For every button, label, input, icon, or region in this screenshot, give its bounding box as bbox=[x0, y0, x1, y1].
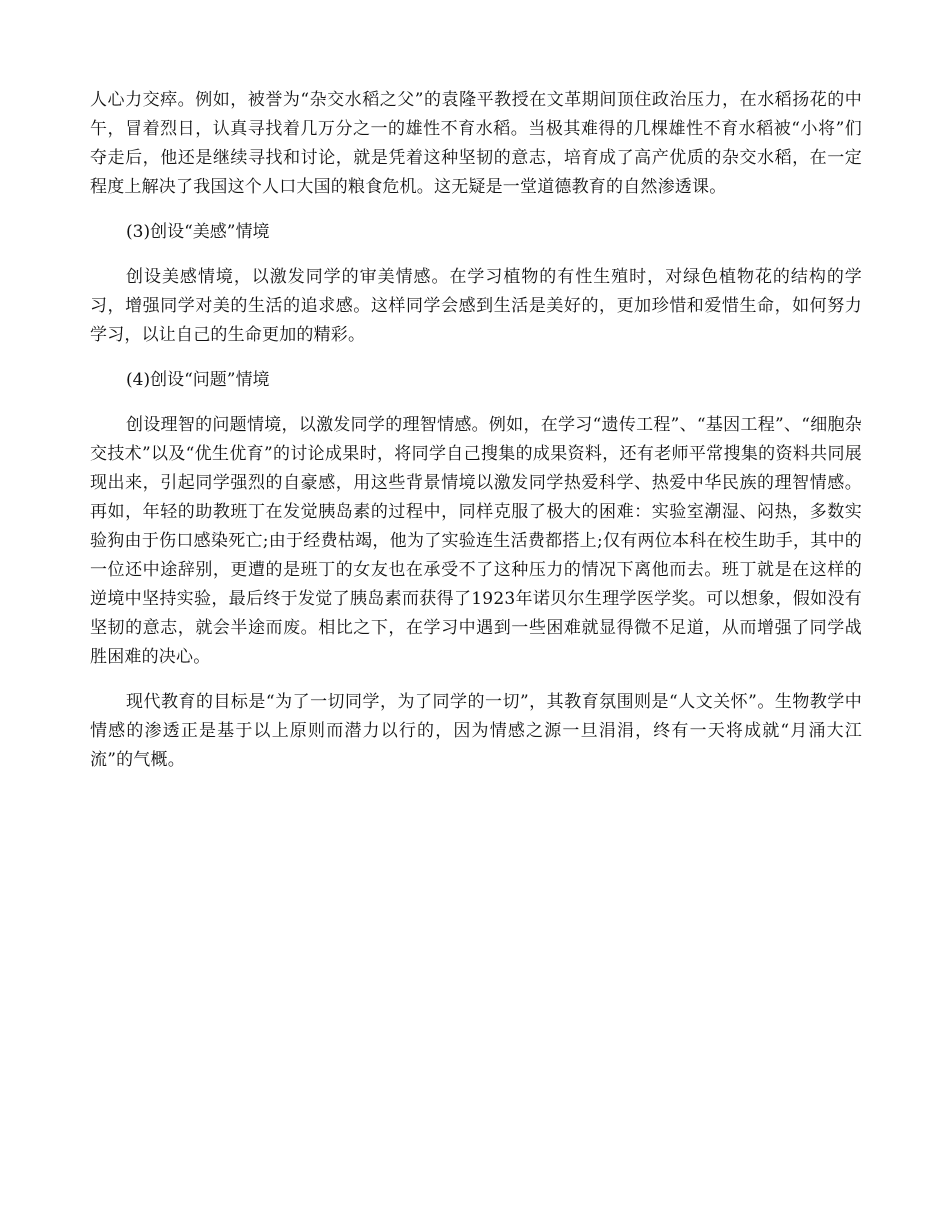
paragraph-yuan-longping: 人心力交瘁。例如，被誉为“杂交水稻之父”的袁隆平教授在文革期间顶住政治压力，在水稻扬花的中午，冒着烈日，认真寻找着几万分之一的雄性不育水稻。当极其难得的几棵雄性不育水稻被“小将”们夺走后，他还是继续寻找和讨论，就是凭着这种坚韧的意志，培育成了高产优质的杂交水稻，在一定程度上解决了我国这个人口大国的粮食危机。这无疑是一堂道德教育的自然渗透课。 bbox=[90, 90, 862, 197]
section-heading-problem: (4)创设“问题”情境 bbox=[126, 370, 270, 390]
paragraph-aesthetic-situation: 创设美感情境，以激发同学的审美情感。在学习植物的有性生殖时，对绿色植物花的结构的学习，增强同学对美的生活的追求感。这样同学会感到生活是美好的，更加珍惜和爱惜生命，如何努力学习，以让自己的生命更加的精彩。 bbox=[90, 267, 862, 345]
document-body bbox=[90, 86, 862, 775]
paragraph-problem-situation: 创设理智的问题情境，以激发同学的理智情感。例如，在学习“遗传工程”、“基因工程”、“细胞杂交技术”以及“优生优育”的讨论成果时，将同学自己搜集的成果资料，还有老师平常搜集的资料共同展现出来，引起同学强烈的自豪感，用这些背景情境以激发同学热爱科学、热爱中华民族的理智情感。再如，年轻的助教班丁在发觉胰岛素的过程中，同样克服了极大的困难：实验室潮湿、闷热，多数实验狗由于伤口感染死亡;由于经费枯竭，他为了实验连生活费都搭上;仅有两位本科在校生助手，其中的一位还中途辞别，更遭的是班丁的女友也在承受不了这种压力的情况下离他而去。班丁就是在这样的逆境中坚持实验，最后终于发觉了胰岛素而获得了1923年诺贝尔生理学医学奖。可以想象，假如没有坚韧的意志，就会半途而废。相比之下，在学习中遇到一些困难就显得微不足道，从而增强了同学战胜困难的决心。 bbox=[90, 415, 862, 667]
section-heading-aesthetic: (3)创设“美感”情境 bbox=[126, 222, 270, 242]
paragraph-conclusion: 现代教育的目标是“为了一切同学，为了同学的一切”，其教育氛围则是“人文关怀”。生物教学中情感的渗透正是基于以上原则而潜力以行的，因为情感之源一旦涓涓，终有一天将成就“月涌大江流”的气概。 bbox=[90, 692, 862, 770]
